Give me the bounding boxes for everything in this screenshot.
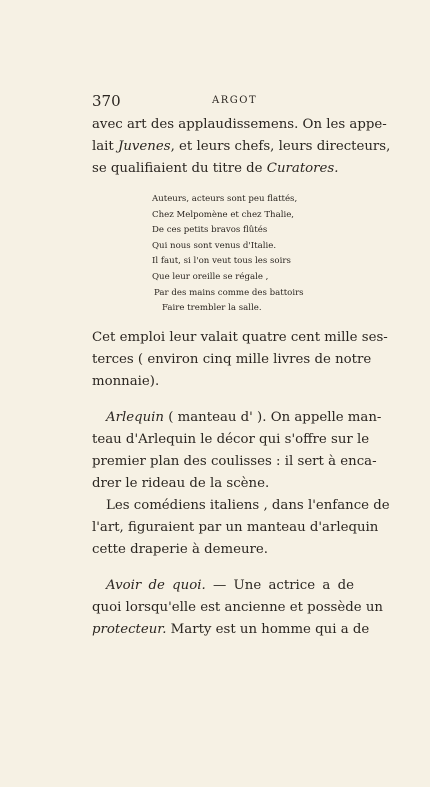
text-run: premier plan des coulisses : il sert à enca-: [92, 453, 377, 469]
text-run: quoi lorsqu'elle est ancienne et possède un: [92, 599, 383, 615]
italic-term: Avoir de quoi.: [106, 577, 206, 593]
text-run: l'art, figuraient par un manteau d'arlequin: [92, 519, 379, 535]
text-line: [92, 327, 388, 349]
text-run: ( manteau d' ). On appelle man-: [163, 409, 382, 425]
text-run: monnaie).: [92, 373, 160, 389]
paragraph-juvenes: [92, 114, 391, 180]
text-line: [92, 539, 354, 561]
paragraph-comediens: [92, 495, 390, 561]
text-run: se qualifiaient du titre de: [92, 161, 267, 176]
italic-term: Juvenes: [118, 139, 171, 154]
page-number: 370: [92, 92, 121, 110]
running-head: ARGOT: [212, 95, 258, 106]
text-run: Les comédiens italiens , dans l'enfance de: [106, 497, 390, 513]
text-run: teau d'Arlequin le décor qui s'offre sur le: [92, 431, 370, 447]
text-line: [92, 371, 354, 393]
text-run: — Une actrice a de: [205, 577, 354, 593]
text-line: [92, 158, 354, 180]
verse-line: Auteurs, acteurs sont peu flattés,: [152, 194, 298, 204]
text-run: avec art des applaudissemens. On les appe-: [92, 117, 387, 132]
text-run: lait: [92, 139, 119, 154]
text-run: terces ( environ cinq mille livres de notre: [92, 351, 372, 367]
italic-term: Curatores.: [266, 161, 339, 176]
page-header: [92, 92, 352, 112]
italic-term: Arlequin: [106, 409, 164, 425]
verse-line: Il faut, si l'on veut tous les soirs: [152, 256, 291, 267]
verse-line: Par des mains comme des battoirs: [154, 287, 304, 298]
text-line: [92, 473, 354, 495]
italic-term: protecteur.: [92, 621, 167, 637]
text-run: Cet emploi leur valait quatre cent mille ses-: [92, 329, 388, 345]
verse-line: Chez Melpomène et chez Thalie,: [152, 209, 295, 220]
verse-line: De ces petits bravos flûtés: [152, 225, 268, 236]
text-line: [92, 597, 383, 619]
text-line: [92, 517, 379, 539]
paragraph-emploi: [92, 327, 388, 393]
text-line: [92, 495, 390, 517]
text-line: [92, 114, 387, 136]
page-body: [92, 114, 391, 641]
verse-line: Qui nous sont venus d'Italie.: [152, 240, 277, 251]
text-run: , et leurs chefs, leurs directeurs,: [170, 139, 391, 154]
text-line: [92, 407, 382, 429]
text-run: drer le rideau de la scène.: [92, 475, 270, 491]
text-line: [92, 619, 370, 641]
text-line: [92, 575, 354, 597]
verse-line: Faire trembler la salle.: [162, 303, 262, 314]
verse-stanza: [152, 192, 354, 317]
text-line: [92, 136, 391, 158]
paragraph-avoir-de-quoi: [92, 575, 383, 641]
text-run: cette draperie à demeure.: [92, 541, 269, 557]
text-line: [92, 451, 377, 473]
verse-line: Que leur oreille se régale ,: [152, 271, 269, 282]
text-run: Marty est un homme qui a de: [166, 621, 370, 637]
paragraph-arlequin: [92, 407, 382, 495]
text-line: [92, 349, 372, 371]
text-line: [92, 429, 370, 451]
